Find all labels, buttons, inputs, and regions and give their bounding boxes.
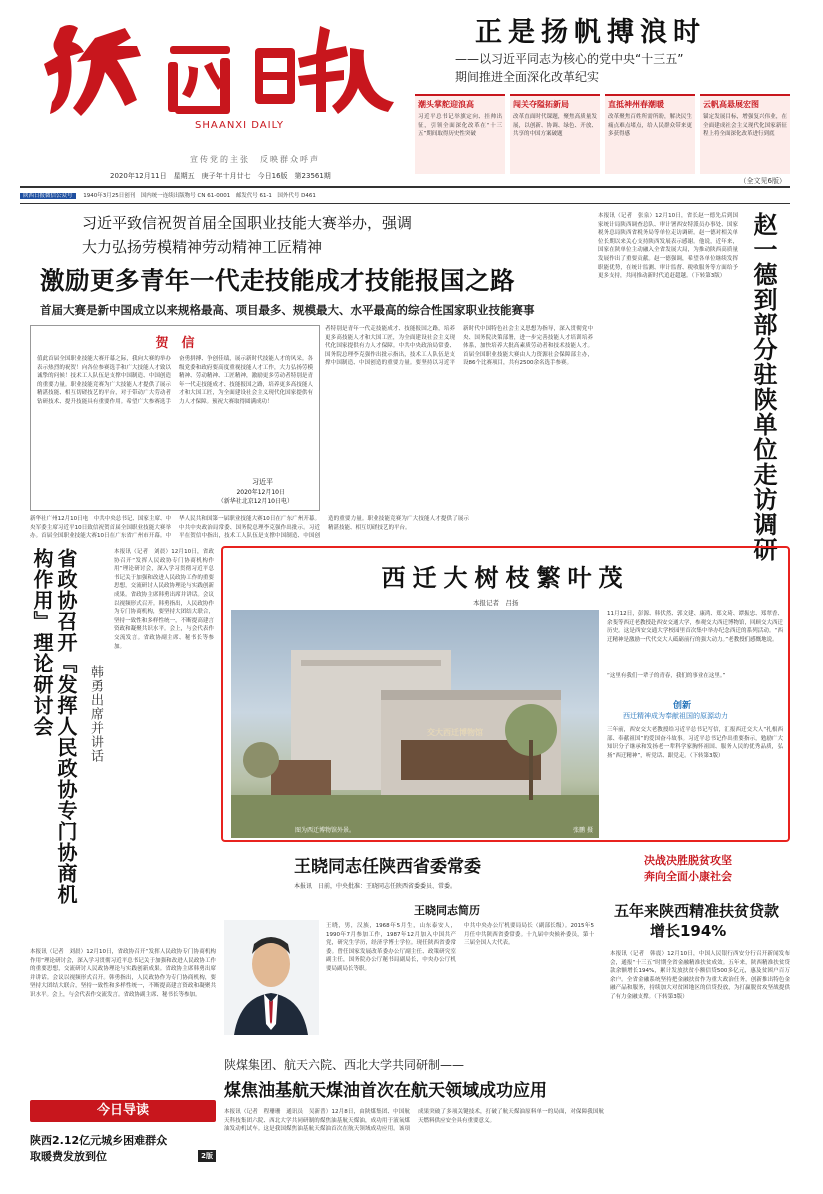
date-text: 2020年12月11日 星期五 庚子年十月廿七 今日16版 第23561期	[110, 172, 331, 180]
poverty-headline-2: 增长194%	[650, 922, 727, 940]
info-strip	[20, 191, 790, 201]
feature-tag-sub: 西迁精神成为奉献祖国的原源动力	[623, 712, 728, 720]
feature-box	[221, 546, 790, 842]
info-tag: 陕西日报微信公众号	[20, 193, 76, 199]
today-guide-text-1: 陕西2.12亿元城乡困难群众	[30, 1134, 168, 1147]
portrait-illustration	[224, 920, 319, 1035]
header-rule	[20, 203, 790, 204]
feature-photo	[231, 610, 599, 838]
appointment-bio-1: 王晓，男，汉族，1968年5月生，山东泰安人，1990年7月参加工作，1987年12月加入中国共产党，研究生学历，经济学博士学位。现任陕西省委常委。曾任国家发展改革委办公厅副主任、政策研究室副主任，国务院办公厅秘书局副局长，中央办公厅机要局副局长等职。	[326, 923, 456, 972]
banner-subtitle-2: 期间推进全面深化改革纪实	[455, 70, 600, 84]
lead-kicker-2: 大力弘扬劳模精神劳动精神工匠精神	[82, 238, 323, 256]
coal-kicker: 陕煤集团、航天六院、西北大学共同研制——	[224, 1058, 465, 1072]
political-body: 本报讯（记者 刘晨）12月10日，省政协召开“发挥人民政协专门协商机构作用”理论研讨会，深入学习贯彻习近平总书记关于加强和改进人民政协工作的重要思想，交流研讨人民政协理论与实践创新成果。省政协主席韩勇出席并讲话。会议以视频形式召开。韩勇指出，人民政协作为专门协商机构，要坚持大团结大联合，坚持一致性和多样性统一，不断提高建言资政和凝聚共识水平。会上，与会代表作交流发言。省政协副主席、秘书长等参加。	[114, 549, 214, 650]
zhao-headline: 赵一德到部分驻陕单位走访调研	[749, 212, 778, 562]
political-subtitle: 韩勇出席并讲话	[88, 665, 103, 763]
card-head: 直抵神州春潮暖	[608, 100, 664, 109]
today-guide-header: 今日导读	[30, 1100, 216, 1122]
appointment-bio-title: 王晓同志简历	[414, 904, 480, 917]
banner-card	[605, 94, 695, 174]
masthead-rule	[20, 186, 790, 188]
lead-body-b: 者特别是青年一代走技能成才、技能报国之路，培养更多高技能人才和大国工匠，为全面建设社会主义现代化国家提供有力人才保障。中共中央政治局常委、国务院总理李克强作出批示指出，技术工人队伍是支撑中国制造、中国创造的重要力量。要坚持以习近平新时代中国特色社会主义思想为指导，深入贯彻党中央、国务院决策部署，进一步完善技能人才培训培养体系，加快培养大批高素质劳动者和技术技能人才。首届全国职业技能大赛由人力资源社会保障部主办，设86个比赛项目，共有2500余名选手参赛。	[325, 326, 593, 367]
appointment-lead: 本报讯 日前，中央批准：王晓同志任陕西省委委员、常委。	[294, 883, 457, 890]
letter-body: 值此首届全国职业技能大赛开幕之际，我向大赛的举办表示热烈的祝贺！向各位参赛选手和广大技能人才致以诚挚的问候！技术工人队伍是支撑中国制造、中国创造的重要力量。职业技能竞赛为广大技能人才提供了展示精湛技能、相互切磋技艺的平台，对于带动广大劳动者钻研技术、提升技能具有重要作用。希望广大参赛选手奋勇拼搏、争创佳绩，展示新时代技能人才的风采。各级党委和政府要高度重视技能人才工作，大力弘扬劳模精神、劳动精神、工匠精神，激励更多劳动者特别是青年一代走技能成才、技能报国之路，培养更多高技能人才和大国工匠，为全面建设社会主义现代化国家提供有力人才保障。预祝大赛取得圆满成功！	[37, 356, 313, 405]
appointment-box	[224, 852, 604, 1052]
date-line	[110, 171, 331, 181]
poverty-headline-1: 五年来陕西精准扶贫贷款	[614, 902, 780, 920]
banner-card	[700, 94, 790, 174]
masthead-logo	[20, 8, 400, 138]
portrait	[224, 920, 319, 1035]
card-body: 改革聚焦百姓所需所盼，解决民生痛点难点堵点，给人民群众带来更多获得感	[608, 114, 692, 138]
banner-subtitle-1: ——以习近平同志为核心的党中央“十三五”	[455, 52, 684, 66]
today-guide-page: 2版	[198, 1150, 216, 1162]
letter-box	[30, 325, 320, 511]
today-guide-text-2: 取暖费发放到位	[30, 1150, 107, 1163]
card-head: 潮头掌舵迎浪高	[418, 100, 474, 109]
masthead-slogan: 宣传党的主张 反映群众呼声	[190, 155, 320, 164]
today-guide-line-1[interactable]	[30, 1132, 216, 1148]
lead-headline: 激励更多青年一代走技能成才技能报国之路	[40, 266, 515, 295]
banner-note: （全文见6版）	[739, 177, 786, 185]
poverty-kicker-2: 奔向全面小康社会	[644, 870, 732, 883]
card-body: 习近平总书记举旗定向、挂帅出征，引领全面深化改革在“十三五”期间取得历史性突破	[418, 114, 502, 138]
letter-sign: 习近平	[252, 478, 273, 486]
card-head: 闯关夺隘拓新局	[513, 100, 569, 109]
masthead-logo-en: SHAANXI DAILY	[195, 120, 284, 131]
political-body-continued: 本报讯（记者 刘晨）12月10日，省政协召开“发挥人民政协专门协商机构作用”理论研讨会，深入学习贯彻习近平总书记关于加强和改进人民政协工作的重要思想，交流研讨人民政协理论与实践创新成果。省政协主席韩勇出席并讲话。会议以视频形式召开。韩勇指出，人民政协作为专门协商机构，要坚持大团结大联合，坚持一致性和多样性统一，不断提高建言资政和凝聚共识水平。会上，与会代表作交流发言。省政协副主席、秘书长等参加。	[30, 949, 216, 998]
coal-headline: 煤焦油基航天煤油首次在航天领域成功应用	[224, 1081, 547, 1101]
photo-caption: 图为西迁博物馆外景。	[295, 827, 356, 834]
banner	[415, 10, 790, 186]
museum-illustration	[231, 610, 599, 838]
appointment-title: 王晓同志任陕西省委常委	[294, 857, 481, 877]
masthead	[20, 8, 415, 186]
feature-title: 西迁大树枝繁叶茂	[381, 563, 630, 592]
poverty-kicker-1: 决战决胜脱贫攻坚	[644, 854, 732, 867]
today-guide-line-2[interactable]	[30, 1148, 216, 1164]
lead-subhead: 首届大赛是新中国成立以来规格最高、项目最多、规模最大、水平最高的综合性国家职业技能赛事	[40, 303, 535, 317]
coal-body: 本报讯（记者 程珊珊 通讯员 吴新普）12月8日，由陕煤集团、中国航天科技集团六院、西北大学共同研制的煤焦油基航天煤油，成功用于液氧煤油发动机试车。这是我国煤焦油基航天煤油首次在航天领域成功应用。该项成果突破了多项关键技术，打破了航天煤油原料单一的局面，对保障我国航天燃料供应安全具有重要意义。	[224, 1109, 604, 1133]
card-body: 锚定发展目标，增强复兴伟业，在全面建成社会主义现代化国家新征程上将全面深化改革进行到底	[703, 114, 787, 138]
zhao-body: 本报讯（记者 张泉）12月10日，省长赵一德先后到国家统计局陕西调查总队、审计署西安特派员办事处、国家税务总局陕西省税务局等单位走访调研。赵一德对相关单位长期以来关心支持陕西发展表示感谢。他说，近年来，国家在陕单位主动融入全省发展大局，为推动陕西高质量发展作出了重要贡献。赵一德强调，希望各单位继续发挥职能优势，在统计监测、审计监督、税收服务等方面给予更多支持，共同推动新时代追赶超越。（下转第3版）	[598, 213, 738, 280]
appointment-bio-2: 中共中央办公厅机要局局长（副部长级）。2015年5月任中共陕西省委常委。十九届中央候补委员，第十三届全国人大代表。	[464, 923, 594, 947]
political-headline: 省政协召开『发挥人民政协专门协商机构作用』理论研讨会	[30, 548, 78, 905]
photo-credit: 张鹏 摄	[573, 827, 593, 834]
lead-body-a: 新华社广州12月10日电 中共中央总书记、国家主席、中央军委主席习近平10日致信祝贺首届全国职业技能大赛举办。首届全国职业技能大赛10日在广东省广州市开幕。中华人民共和国第一届职业技能大赛10日在广东广州开幕。中共中央政治局常委、国务院总理李克强作出批示。习近平在贺信中指出，技术工人队伍是支撑中国制造、中国创造的重要力量。职业技能竞赛为广大技能人才提供了展示精湛技能、相互切磋技艺的平台。	[30, 516, 469, 540]
banner-card-row	[415, 94, 790, 174]
banner-title: 正是扬帆搏浪时	[475, 17, 706, 48]
poverty-body: 本报讯（记者 韩震）12月10日，中国人民银行西安分行召开新闻发布会，通报“十三五”时期全省金融精准扶贫成效。五年来，陕西精准扶贫贷款余额增长194%，累计发放扶贫小额信贷500多亿元，惠及贫困户百万余户。全省金融系统坚持把金融扶贫作为重大政治任务，创新推出特色金融产品和服务，持续加大对贫困地区的信贷投放，为打赢脱贫攻坚战提供了有力金融支撑。（下转第3版）	[610, 951, 790, 1000]
lead-kicker-1: 习近平致信祝贺首届全国职业技能大赛举办，强调	[82, 214, 413, 232]
letter-date: 2020年12月10日	[236, 489, 285, 496]
card-head: 云帆高悬展宏图	[703, 100, 759, 109]
feature-byline: 本报记者 吕扬	[473, 599, 519, 607]
banner-card	[415, 94, 505, 174]
feature-body: 11月12日，彭源、韩伏然、郭文建、康鸿、郑文琦、谭振忠、郑翠香、余斐等西迁老教授赴西安交通大学，参观交大西迁博物馆，回顾交大西迁历史。这是西安交通大学校园里首次集中举办纪念西迁的系列活动。“西迁精神是激励一代代交大人砥砺前行的强大动力。”老教授们感慨地说。	[607, 611, 784, 643]
feature-quote: “这里有我们一辈子的青春，我们的事业在这里。”	[607, 673, 726, 679]
card-body: 改革直面时代课题，聚焦高质量发展，以创新、协调、绿色、开放、共享的中国方案破题	[513, 114, 597, 138]
letter-title: 贺 信	[155, 336, 195, 351]
letter-source: （新华社北京12月10日电）	[217, 498, 293, 505]
feature-body-2: 三年前，西安交大老教授给习近平总书记写信，汇报西迁交大人“扎根西部、奉献祖国”的爱国奋斗故事。习近平总书记作出重要指示，勉励广大知识分子继承和发扬老一辈科学家胸怀祖国、服务人民的优秀品质，弘扬“西迁精神”，听党话、跟党走。（下转第3版）	[607, 727, 783, 759]
museum-sign: 交大西迁博物馆	[427, 728, 483, 737]
info-line: 1940年3月25日创刊 国内统一连续出版物号 CN 61-0001 邮发代号 61-1 国外代号 D461	[83, 193, 316, 199]
banner-card	[510, 94, 600, 174]
today-guide	[30, 1100, 216, 1180]
feature-tag: 创新	[673, 701, 692, 711]
